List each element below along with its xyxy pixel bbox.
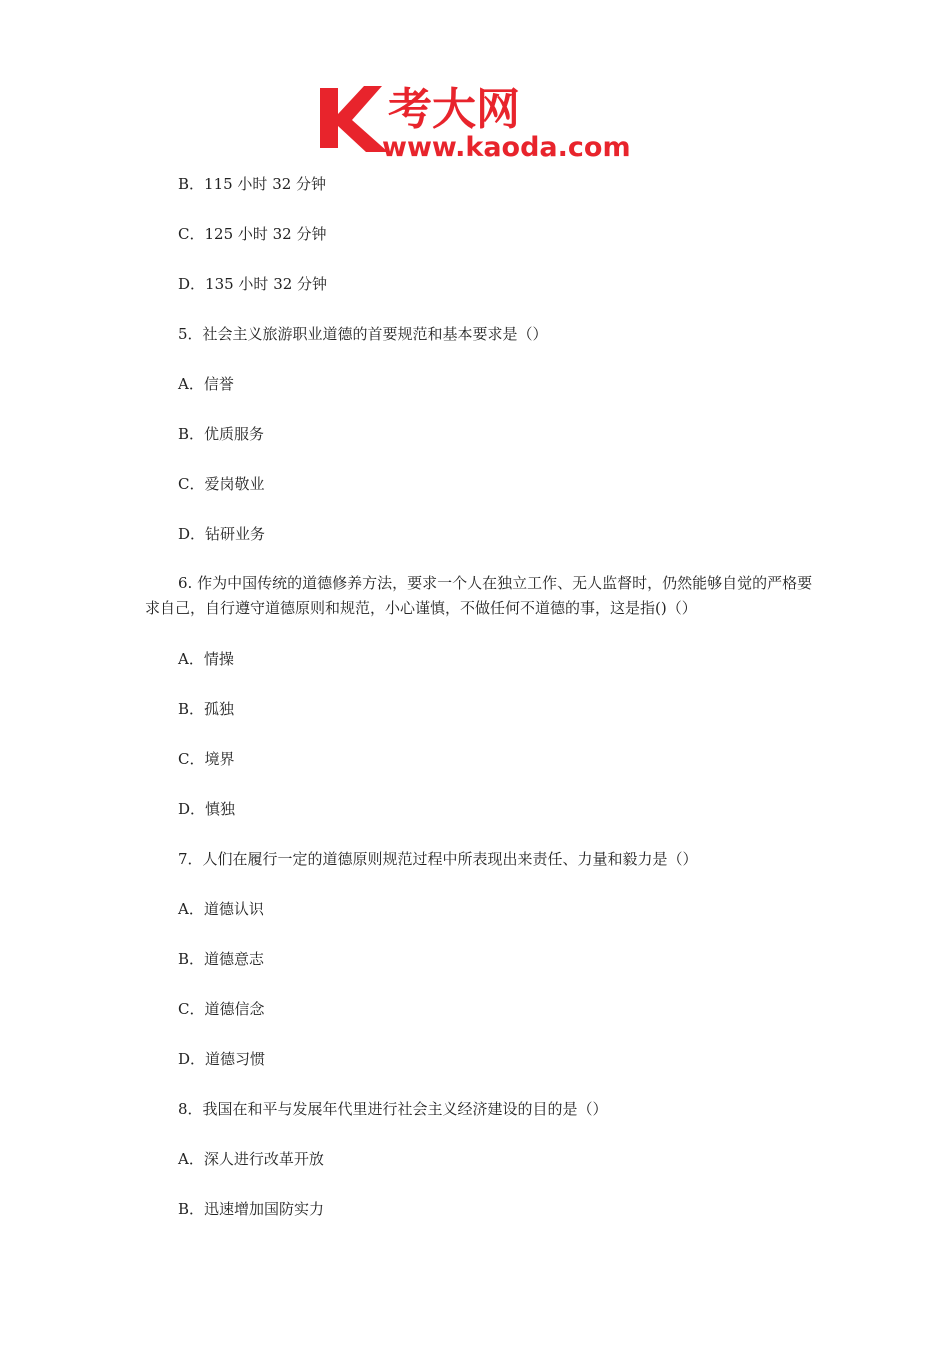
k-letter-mark (320, 86, 388, 152)
brand-title: 考大网 (388, 84, 520, 135)
q7-option-b: B．道德意志 (178, 950, 265, 968)
q7-option-a: A．道德认识 (178, 900, 264, 918)
option-d-duration: D．135 小时 32 分钟 (178, 275, 328, 293)
question-8: 8．我国在和平与发展年代里进行社会主义经济建设的目的是（） (178, 1100, 608, 1118)
q6-option-a: A．情操 (178, 650, 234, 668)
q8-option-b: B．迅速增加国防实力 (178, 1200, 325, 1218)
brand-url: www.kaoda.com (382, 132, 631, 160)
q8-option-a: A．深人进行改革开放 (178, 1150, 324, 1168)
q7-option-d: D．道德习惯 (178, 1050, 266, 1068)
q5-option-a: A．信誉 (178, 375, 234, 393)
q5-option-b: B．优质服务 (178, 425, 265, 443)
option-c-duration: C．125 小时 32 分钟 (178, 225, 327, 243)
q5-option-c: C．爱岗敬业 (178, 475, 265, 493)
q6-option-c: C．境界 (178, 750, 235, 768)
q5-option-d: D．钻研业务 (178, 525, 266, 543)
q6-option-b: B．孤独 (178, 700, 235, 718)
kaoda-logo (318, 80, 640, 160)
question-5: 5．社会主义旅游职业道德的首要规范和基本要求是（） (178, 325, 548, 343)
kaoda-logo-graphic (318, 80, 640, 160)
q7-option-c: C．道德信念 (178, 1000, 265, 1018)
q6-option-d: D．慎独 (178, 800, 236, 818)
option-b-duration: B．115 小时 32 分钟 (178, 175, 327, 193)
question-7: 7．人们在履行一定的道德原则规范过程中所表现出来责任、力量和毅力是（） (178, 850, 698, 868)
question-6: 6. 作为中国传统的道德修养方法，要求一个人在独立工作、无人监督时，仍然能够自觉的严格要求自己，自行遵守道德原则和规范，小心谨慎，不做任何不道德的事，这是指()（） (145, 574, 813, 617)
